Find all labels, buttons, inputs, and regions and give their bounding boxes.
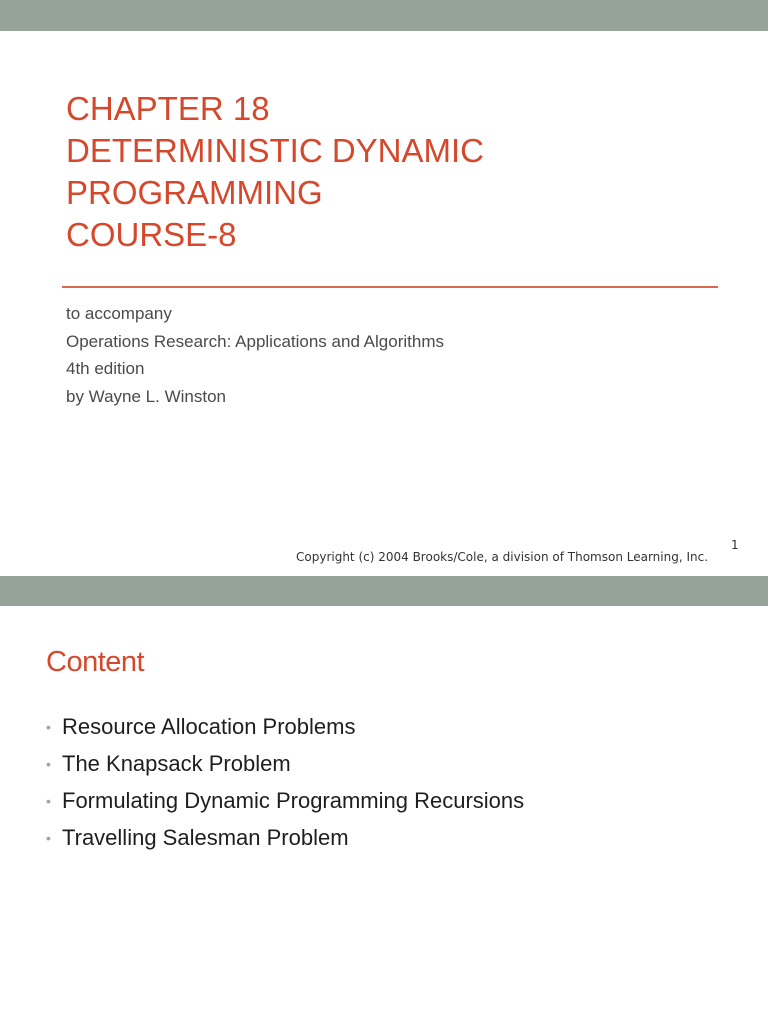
chapter-title [66,88,726,256]
title-line: CHAPTER 18 [66,90,270,127]
copyright-notice: Copyright (c) 2004 Brooks/Cole, a division of Thomson Learning, Inc. [296,550,709,564]
bullet-icon: • [46,830,51,846]
bullet-icon: • [46,793,51,809]
subtitle-line: by Wayne L. Winston [66,386,226,406]
list-item-text: Formulating Dynamic Programming Recursions [62,788,525,813]
list-item [46,788,524,825]
content-heading: Content [46,646,145,678]
top-header-band [0,0,768,31]
title-line: PROGRAMMING [66,174,323,211]
subtitle-line: to accompany [66,304,172,323]
book-reference [66,300,444,410]
list-item [46,714,524,751]
title-line: COURSE-8 [66,216,237,253]
list-item-text: The Knapsack Problem [62,751,291,776]
title-line: DETERMINISTIC DYNAMIC [66,132,485,169]
bullet-icon: • [46,756,51,772]
subtitle-line: 4th edition [66,359,145,378]
bullet-icon: • [46,719,51,735]
content-bullet-list [46,714,524,862]
list-item-text: Resource Allocation Problems [62,714,356,739]
slide-separator-band [0,576,768,606]
list-item [46,751,524,788]
subtitle-line: Operations Research: Applications and Algorithms [66,331,444,351]
list-item-text: Travelling Salesman Problem [62,825,349,850]
list-item [46,825,524,862]
slide-number: 1 [731,538,739,552]
title-divider [62,286,718,288]
